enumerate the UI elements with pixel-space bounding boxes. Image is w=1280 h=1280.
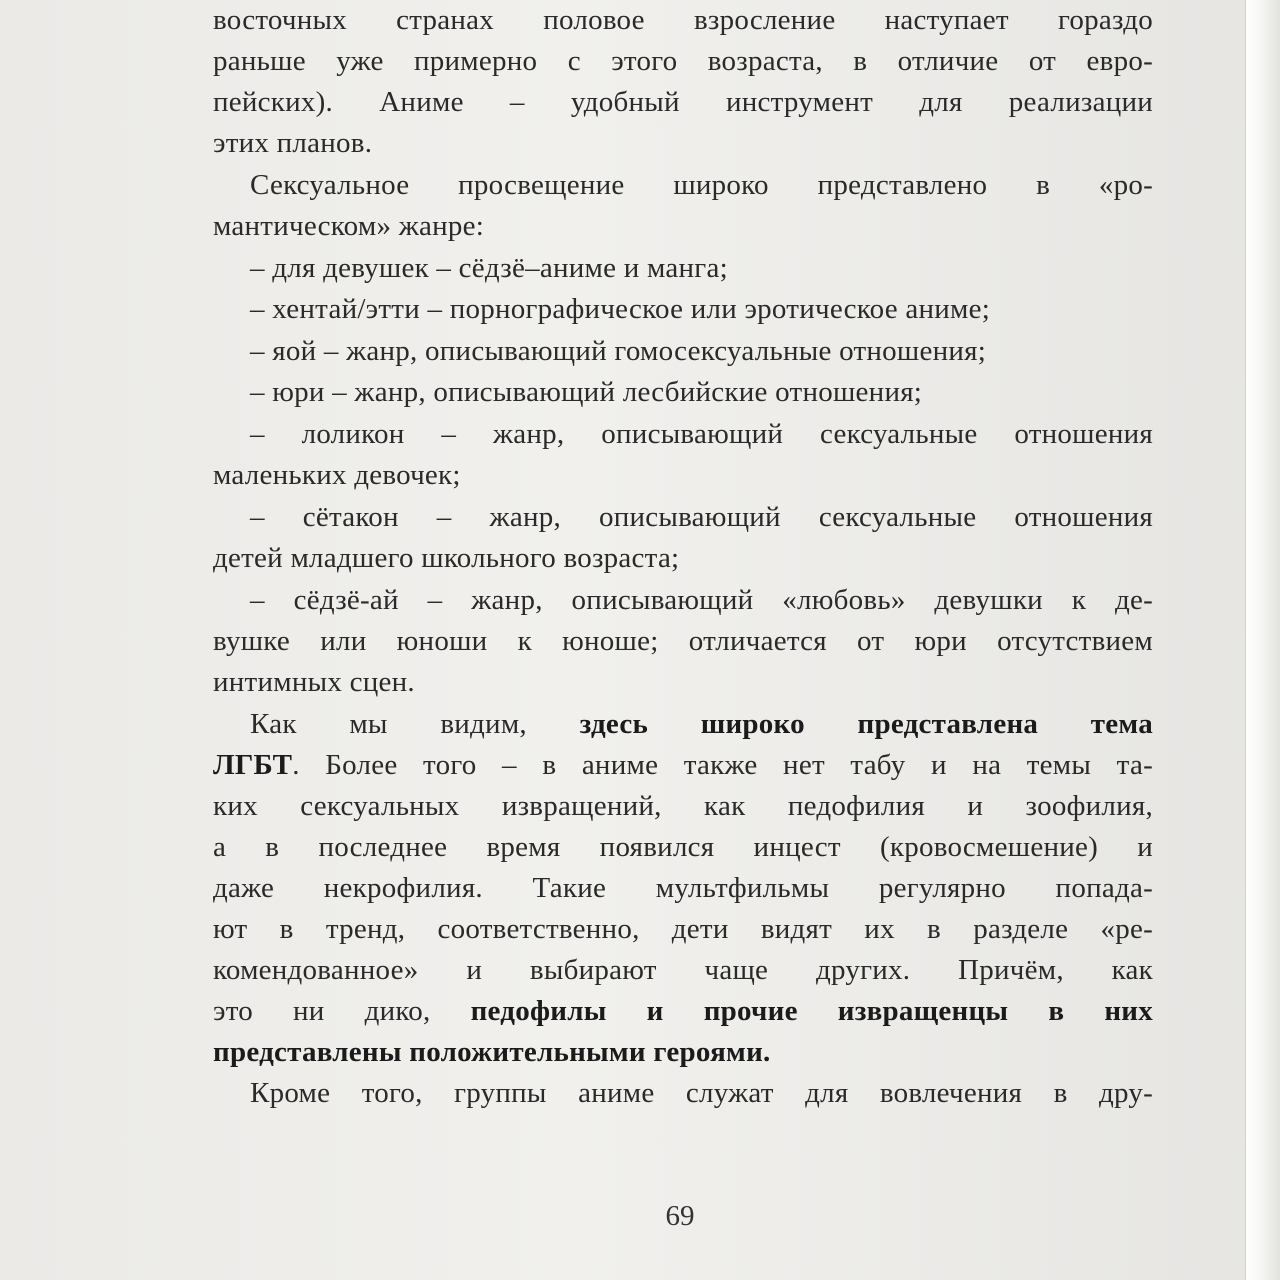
- bold-text: педофилы и прочие извращенцы в них: [470, 995, 1154, 1027]
- text-line: – юри – жанр, описывающий лесбийские отношения;: [250, 376, 923, 408]
- text-line: этих планов.: [213, 127, 373, 159]
- text-span: . Более того – в аниме также нет табу и на темы та-: [292, 749, 1153, 781]
- page-edge: [1245, 0, 1280, 1280]
- text-line: вушке или юноши к юноше; отличается от юри отсутствием: [213, 625, 1153, 657]
- text-line: – яой – жанр, описывающий гомосексуальные отношения;: [250, 335, 987, 367]
- text-line: [213, 745, 1153, 786]
- text-line: [213, 991, 1153, 1032]
- bold-text: представлены положительными героями.: [213, 1036, 771, 1068]
- bold-text: ЛГБТ: [213, 749, 293, 781]
- bold-text: здесь широко представлена тема: [579, 708, 1153, 740]
- text-line: – хентай/этти – порнографическое или эротическое аниме;: [250, 293, 991, 325]
- text-span: Как мы видим,: [250, 708, 580, 740]
- text-line: а в последнее время появился инцест (кровосмешение) и: [213, 831, 1153, 863]
- text-span: это ни дико,: [213, 995, 471, 1027]
- text-line: ют в тренд, соответственно, дети видят их в разделе «ре-: [213, 913, 1153, 945]
- text-line: [213, 1032, 1153, 1073]
- text-line: детей младшего школьного возраста;: [213, 542, 680, 574]
- text-line: Кроме того, группы аниме служат для вовлечения в дру-: [250, 1077, 1153, 1109]
- text-line: – для девушек – сёдзё–аниме и манга;: [250, 252, 728, 284]
- text-line: даже некрофилия. Такие мультфильмы регулярно попада-: [213, 872, 1153, 904]
- text-line: [213, 704, 1153, 745]
- text-line: – сёдзё-ай – жанр, описывающий «любовь» девушки к де-: [250, 584, 1153, 616]
- text-line: – сётакон – жанр, описывающий сексуальные отношения: [250, 501, 1153, 533]
- text-line: комендованное» и выбирают чаще других. Причём, как: [213, 954, 1153, 986]
- text-line: интимных сцен.: [213, 666, 415, 698]
- text-line: пейских). Аниме – удобный инструмент для реализации: [213, 86, 1153, 118]
- text-line: раньше уже примерно с этого возраста, в отличие от евро-: [213, 45, 1153, 77]
- text-line: Сексуальное просвещение широко представлено в «ро-: [250, 169, 1153, 201]
- text-line: восточных странах половое взросление наступает гораздо: [213, 4, 1153, 36]
- text-line: мантическом» жанре:: [213, 210, 485, 242]
- text-line: ких сексуальных извращений, как педофилия и зоофилия,: [213, 790, 1153, 822]
- text-line: – лоликон – жанр, описывающий сексуальные отношения: [250, 418, 1153, 450]
- page-number: 69: [665, 1200, 695, 1232]
- text-line: маленьких девочек;: [213, 459, 461, 491]
